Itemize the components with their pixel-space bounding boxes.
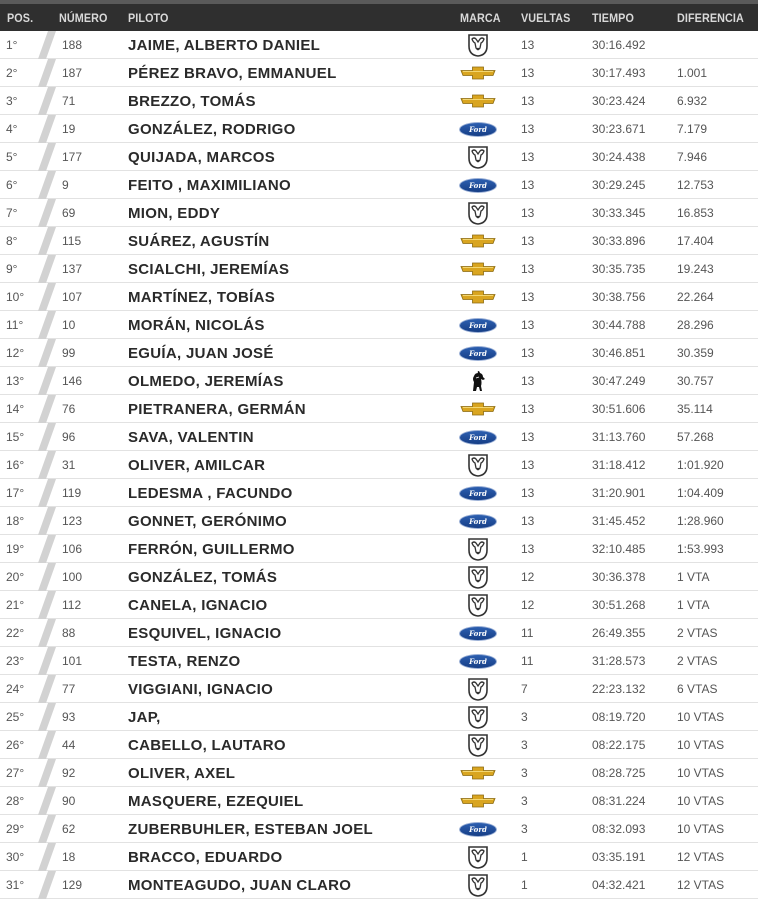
header-vueltas: VUELTAS [521,11,571,25]
divider-slash [38,451,56,479]
difference-cell: 1:28.960 [677,514,724,528]
difference-cell: 7.179 [677,122,708,136]
position-cell: 12° [6,346,25,360]
difference-cell: 10 VTAS [677,710,725,724]
table-row [0,843,758,871]
difference-cell: 16.853 [677,206,714,220]
chevrolet-logo-icon [459,790,497,812]
table-header [0,4,758,31]
ford-logo-icon: Ford [459,818,497,840]
difference-cell: 30.359 [677,346,714,360]
laps-cell: 3 [521,738,528,752]
laps-cell: 3 [521,822,528,836]
pilot-name-cell: GONZÁLEZ, TOMÁS [128,569,278,586]
difference-cell: 35.114 [677,402,713,416]
dodge-ram-logo-icon [459,538,497,560]
laps-cell: 13 [521,318,535,332]
car-number-cell: 188 [62,38,83,52]
pilot-name-cell: LEDESMA , FACUNDO [128,485,293,502]
table-row [0,479,758,507]
divider-slash [38,619,56,647]
header-marca: MARCA [460,11,501,25]
time-cell: 30:44.788 [592,318,646,332]
time-cell: 04:32.421 [592,878,646,892]
dodge-ram-logo-icon [459,846,497,868]
laps-cell: 13 [521,458,535,472]
pilot-name-cell: CANELA, IGNACIO [128,597,268,614]
position-cell: 25° [6,710,25,724]
table-row [0,31,758,59]
position-cell: 21° [6,598,25,612]
header-piloto: PILOTO [128,11,169,25]
pilot-name-cell: GONZÁLEZ, RODRIGO [128,121,296,138]
divider-slash [38,871,56,899]
table-row [0,731,758,759]
divider-slash [38,255,56,283]
difference-cell: 28.296 [677,318,714,332]
car-number-cell: 101 [62,654,83,668]
difference-cell: 1:04.409 [677,486,724,500]
pilot-name-cell: SAVA, VALENTIN [128,429,254,446]
table-row [0,283,758,311]
time-cell: 30:38.756 [592,290,646,304]
position-cell: 20° [6,570,25,584]
divider-slash [38,283,56,311]
time-cell: 30:35.735 [592,262,646,276]
car-number-cell: 123 [62,514,83,528]
car-number-cell: 187 [62,66,83,80]
laps-cell: 1 [521,878,528,892]
chevrolet-logo-icon [459,258,497,280]
position-cell: 2° [6,66,18,80]
time-cell: 30:51.268 [592,598,646,612]
divider-slash [38,647,56,675]
dodge-ram-logo-icon [459,874,497,896]
pilot-name-cell: BREZZO, TOMÁS [128,93,256,110]
pilot-name-cell: BRACCO, EDUARDO [128,849,283,866]
laps-cell: 11 [521,654,534,668]
time-cell: 30:29.245 [592,178,646,192]
car-number-cell: 177 [62,150,83,164]
car-number-cell: 96 [62,430,76,444]
divider-slash [38,423,56,451]
table-row [0,535,758,563]
car-number-cell: 44 [62,738,76,752]
divider-slash [38,87,56,115]
time-cell: 08:19.720 [592,710,646,724]
divider-slash [38,227,56,255]
table-row [0,507,758,535]
divider-slash [38,563,56,591]
laps-cell: 13 [521,38,535,52]
laps-cell: 13 [521,122,535,136]
time-cell: 08:32.093 [592,822,646,836]
table-row [0,787,758,815]
laps-cell: 13 [521,94,535,108]
time-cell: 31:13.760 [592,430,646,444]
pilot-name-cell: FERRÓN, GUILLERMO [128,541,295,558]
pilot-name-cell: EGUÍA, JUAN JOSÉ [128,345,274,362]
car-number-cell: 129 [62,878,83,892]
car-number-cell: 10 [62,318,76,332]
pilot-name-cell: SUÁREZ, AGUSTÍN [128,233,270,250]
divider-slash [38,31,56,59]
divider-slash [38,843,56,871]
time-cell: 08:22.175 [592,738,646,752]
position-cell: 27° [6,766,25,780]
position-cell: 5° [6,150,18,164]
car-number-cell: 146 [62,374,83,388]
table-row [0,199,758,227]
pilot-name-cell: MARTÍNEZ, TOBÍAS [128,289,276,306]
dodge-ram-logo-icon [459,146,497,168]
table-row [0,339,758,367]
car-number-cell: 31 [62,458,76,472]
ford-logo-icon: Ford [459,482,497,504]
time-cell: 31:45.452 [592,514,646,528]
divider-slash [38,367,56,395]
table-row [0,367,758,395]
table-row [0,451,758,479]
position-cell: 7° [6,206,18,220]
dodge-ram-logo-icon [459,734,497,756]
ford-logo-icon: Ford [459,622,497,644]
time-cell: 31:18.412 [592,458,646,472]
pilot-name-cell: PIETRANERA, GERMÁN [128,401,306,418]
difference-cell: 12 VTAS [677,878,725,892]
difference-cell: 1 VTA [677,570,710,584]
position-cell: 31° [6,878,25,892]
divider-slash [38,59,56,87]
difference-cell: 10 VTAS [677,794,725,808]
pilot-name-cell: VIGGIANI, IGNACIO [128,681,274,698]
header-diferencia: DIFERENCIA [677,11,744,25]
time-cell: 30:36.378 [592,570,646,584]
divider-slash [38,115,56,143]
position-cell: 11° [6,318,24,332]
car-number-cell: 9 [62,178,69,192]
table-row [0,563,758,591]
divider-slash [38,815,56,843]
header-numero: NÚMERO [59,11,108,25]
pilot-name-cell: ESQUIVEL, IGNACIO [128,625,282,642]
pilot-name-cell: MION, EDDY [128,205,221,222]
table-row [0,311,758,339]
ford-logo-icon: Ford [459,314,497,336]
time-cell: 30:33.345 [592,206,646,220]
table-row [0,255,758,283]
divider-slash [38,479,56,507]
pilot-name-cell: JAP, [128,709,161,726]
table-row [0,143,758,171]
car-number-cell: 107 [62,290,83,304]
pilot-name-cell: MONTEAGUDO, JUAN CLARO [128,877,352,894]
divider-slash [38,199,56,227]
position-cell: 13° [6,374,25,388]
pilot-name-cell: MORÁN, NICOLÁS [128,317,265,334]
difference-cell: 1 VTA [677,598,710,612]
time-cell: 30:23.671 [592,122,646,136]
position-cell: 17° [6,486,25,500]
header-tiempo: TIEMPO [592,11,634,25]
car-number-cell: 106 [62,542,83,556]
divider-slash [38,507,56,535]
position-cell: 18° [6,514,25,528]
time-cell: 30:17.493 [592,66,646,80]
difference-cell: 19.243 [677,262,714,276]
chevrolet-logo-icon [459,62,497,84]
torino-bull-logo-icon [459,370,497,392]
car-number-cell: 77 [62,682,76,696]
laps-cell: 3 [521,710,528,724]
difference-cell: 10 VTAS [677,822,725,836]
pilot-name-cell: GONNET, GERÓNIMO [128,513,287,530]
difference-cell: 12.753 [677,178,714,192]
position-cell: 3° [6,94,18,108]
laps-cell: 13 [521,178,535,192]
divider-slash [38,787,56,815]
laps-cell: 13 [521,150,535,164]
table-row [0,815,758,843]
laps-cell: 13 [521,234,535,248]
laps-cell: 12 [521,598,535,612]
time-cell: 30:33.896 [592,234,646,248]
position-cell: 1° [6,38,18,52]
position-cell: 22° [6,626,25,640]
time-cell: 30:16.492 [592,38,646,52]
time-cell: 30:47.249 [592,374,646,388]
laps-cell: 12 [521,570,535,584]
time-cell: 30:46.851 [592,346,646,360]
laps-cell: 13 [521,402,535,416]
time-cell: 03:35.191 [592,850,646,864]
difference-cell: 12 VTAS [677,850,725,864]
dodge-ram-logo-icon [459,454,497,476]
difference-cell: 30.757 [677,374,714,388]
divider-slash [38,759,56,787]
table-row [0,871,758,899]
ford-logo-icon: Ford [459,118,497,140]
position-cell: 30° [6,850,25,864]
table-row [0,171,758,199]
table-row [0,87,758,115]
time-cell: 32:10.485 [592,542,646,556]
pilot-name-cell: CABELLO, LAUTARO [128,737,286,754]
position-cell: 14° [6,402,25,416]
pilot-name-cell: OLMEDO, JEREMÍAS [128,373,284,390]
table-row [0,591,758,619]
dodge-ram-logo-icon [459,566,497,588]
car-number-cell: 112 [62,598,82,612]
position-cell: 23° [6,654,25,668]
dodge-ram-logo-icon [459,594,497,616]
laps-cell: 1 [521,850,528,864]
position-cell: 19° [6,542,25,556]
car-number-cell: 69 [62,206,76,220]
time-cell: 26:49.355 [592,626,646,640]
ford-logo-icon: Ford [459,426,497,448]
table-row [0,115,758,143]
laps-cell: 3 [521,766,528,780]
difference-cell: 2 VTAS [677,654,718,668]
car-number-cell: 93 [62,710,76,724]
chevrolet-logo-icon [459,286,497,308]
time-cell: 08:28.725 [592,766,646,780]
position-cell: 8° [6,234,18,248]
pilot-name-cell: PÉREZ BRAVO, EMMANUEL [128,65,337,82]
position-cell: 29° [6,822,25,836]
difference-cell: 1:53.993 [677,542,724,556]
time-cell: 30:51.606 [592,402,646,416]
laps-cell: 13 [521,514,535,528]
difference-cell: 1:01.920 [677,458,724,472]
laps-cell: 13 [521,374,535,388]
pilot-name-cell: TESTA, RENZO [128,653,241,670]
position-cell: 9° [6,262,18,276]
difference-cell: 7.946 [677,150,708,164]
position-cell: 26° [6,738,25,752]
laps-cell: 13 [521,66,535,80]
ford-logo-icon: Ford [459,650,497,672]
difference-cell: 17.404 [677,234,714,248]
car-number-cell: 76 [62,402,76,416]
table-row [0,619,758,647]
car-number-cell: 100 [62,570,83,584]
car-number-cell: 62 [62,822,76,836]
position-cell: 4° [6,122,18,136]
car-number-cell: 137 [62,262,83,276]
chevrolet-logo-icon [459,230,497,252]
dodge-ram-logo-icon [459,678,497,700]
table-row [0,59,758,87]
dodge-ram-logo-icon [459,202,497,224]
table-row [0,759,758,787]
difference-cell: 6.932 [677,94,708,108]
table-row [0,423,758,451]
laps-cell: 11 [521,626,534,640]
time-cell: 31:28.573 [592,654,646,668]
pilot-name-cell: JAIME, ALBERTO DANIEL [128,37,321,54]
pilot-name-cell: ZUBERBUHLER, ESTEBAN JOEL [128,821,374,838]
difference-cell: 10 VTAS [677,766,725,780]
car-number-cell: 71 [62,94,76,108]
laps-cell: 13 [521,206,535,220]
divider-slash [38,591,56,619]
difference-cell: 22.264 [677,290,714,304]
difference-cell: 1.001 [677,66,708,80]
divider-slash [38,143,56,171]
pilot-name-cell: QUIJADA, MARCOS [128,149,276,166]
car-number-cell: 92 [62,766,76,780]
position-cell: 28° [6,794,25,808]
divider-slash [38,703,56,731]
divider-slash [38,535,56,563]
divider-slash [38,675,56,703]
laps-cell: 13 [521,542,535,556]
difference-cell: 10 VTAS [677,738,725,752]
position-cell: 15° [6,430,25,444]
time-cell: 31:20.901 [592,486,646,500]
divider-slash [38,339,56,367]
laps-cell: 13 [521,346,535,360]
pilot-name-cell: SCIALCHI, JEREMÍAS [128,261,290,278]
laps-cell: 7 [521,682,528,696]
difference-cell: 2 VTAS [677,626,718,640]
car-number-cell: 90 [62,794,76,808]
divider-slash [38,395,56,423]
pilot-name-cell: OLIVER, AXEL [128,765,236,782]
laps-cell: 13 [521,486,535,500]
ford-logo-icon: Ford [459,174,497,196]
pilot-name-cell: MASQUERE, EZEQUIEL [128,793,304,810]
table-row [0,703,758,731]
car-number-cell: 99 [62,346,76,360]
time-cell: 30:23.424 [592,94,646,108]
ford-logo-icon: Ford [459,510,497,532]
position-cell: 24° [6,682,25,696]
table-row [0,647,758,675]
difference-cell: 6 VTAS [677,682,718,696]
car-number-cell: 19 [62,122,76,136]
laps-cell: 13 [521,290,535,304]
time-cell: 08:31.224 [592,794,646,808]
pilot-name-cell: FEITO , MAXIMILIANO [128,177,291,194]
position-cell: 16° [6,458,25,472]
table-body [0,31,758,899]
ford-logo-icon: Ford [459,342,497,364]
divider-slash [38,731,56,759]
chevrolet-logo-icon [459,90,497,112]
time-cell: 30:24.438 [592,150,646,164]
table-row [0,227,758,255]
header-pos: POS. [7,11,34,25]
pilot-name-cell: OLIVER, AMILCAR [128,457,266,474]
dodge-ram-logo-icon [459,706,497,728]
table-row [0,675,758,703]
position-cell: 6° [6,178,18,192]
table-row [0,395,758,423]
car-number-cell: 119 [62,486,82,500]
dodge-ram-logo-icon [459,34,497,56]
time-cell: 22:23.132 [592,682,646,696]
car-number-cell: 115 [62,234,82,248]
divider-slash [38,171,56,199]
car-number-cell: 18 [62,850,76,864]
chevrolet-logo-icon [459,762,497,784]
car-number-cell: 88 [62,626,76,640]
chevrolet-logo-icon [459,398,497,420]
position-cell: 10° [6,290,25,304]
difference-cell: 57.268 [677,430,714,444]
divider-slash [38,311,56,339]
laps-cell: 3 [521,794,528,808]
laps-cell: 13 [521,262,535,276]
laps-cell: 13 [521,430,535,444]
